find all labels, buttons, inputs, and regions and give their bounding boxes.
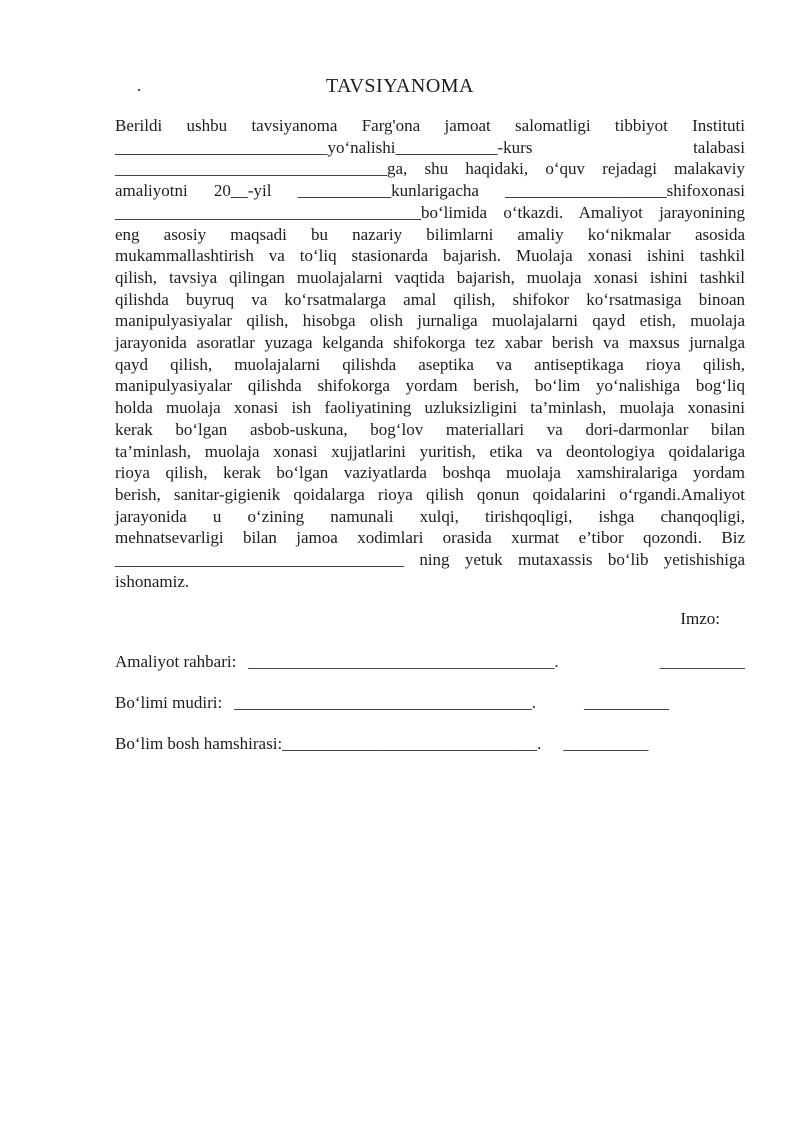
signature-short-blank-line: __________	[583, 693, 669, 713]
title-leading-dot: .	[137, 76, 142, 95]
imzo-label: Imzo:	[680, 609, 720, 629]
body-line: Berildi ushbu tavsiyanoma Farg'ona jamoat salomatligi tibbiyot Instituti	[115, 116, 745, 135]
signature-blank-line: ____________________________________.	[248, 652, 559, 672]
body-line: holda muolaja xonasi ish faoliyatining uzluksizligini ta’minlash, muolaja xonasini	[115, 398, 745, 418]
body-line: manipulyasiyalar qilishda shifokorga yordam berish, boʻlim yoʻnalishiga bogʻliq	[115, 376, 745, 396]
signature-block	[115, 651, 745, 755]
body-line: ________________________________ga, shu haqidaki, oʻquv rejadagi malakaviy	[115, 159, 745, 179]
body-line: berish, sanitar-gigienik qoidalarga rioya qilish qonun qoidalarini oʻrgandi.Amaliyot	[115, 484, 745, 504]
body-line: ishonamiz.	[115, 571, 190, 591]
body-line: mehnatsevarligi bilan jamoa xodimlari orasida xurmat e’tibor qozondi. Biz	[115, 528, 745, 548]
signature-label: Boʻlim bosh hamshirasi:	[115, 734, 283, 754]
signature-row-bolim-bosh-hamshirasi	[115, 733, 745, 755]
body-line: qilishda buyruq va koʻrsatmalarga amal qilish, shifokor koʻrsatmasiga binoan	[115, 289, 745, 309]
body-line: mukammallashtirish va toʻliq stasionarda bajarish. Muolaja xonasi ishini tashkil	[115, 246, 745, 266]
body-line: ____________________________________boʻlimida oʻtkazdi. Amaliyot jarayonining	[115, 202, 745, 222]
document-body	[115, 115, 745, 592]
body-line: qayd qilish, muolajalarni qilishda aseptika va antiseptikaga rioya qilish,	[115, 354, 745, 374]
body-line: qilish, tavsiya qilingan muolajalarni vaqtida bajarish, muolaja xonasi ishini tashkil	[115, 267, 745, 287]
imzo-row	[115, 608, 745, 630]
document-title-row	[0, 74, 800, 98]
body-line: manipulyasiyalar qilish, hisobga olish jurnaliga muolajalarni qayd etish, muolaja	[115, 311, 745, 331]
body-line: jarayonida asoratlar yuzaga kelganda shifokorga tez xabar berish va maxsus jurnalga	[115, 333, 745, 353]
signature-label: Amaliyot rahbari:	[115, 652, 237, 672]
signature-row-bolimi-mudiri	[115, 692, 745, 714]
signature-short-blank-line: __________	[660, 652, 745, 672]
body-line: kerak boʻlgan asbob-uskuna, bogʻlov materiallari va dori-darmonlar bilan	[115, 419, 745, 439]
body-line: ta’minlash, muolaja xonasi xujjatlarini yuritish, etika va deontologiya qoidalariga	[115, 441, 745, 461]
body-line: __________________________________ ning yetuk mutaxassis boʻlib yetishishiga	[115, 550, 745, 570]
signature-short-blank-line: __________	[563, 734, 649, 754]
page-title: TAVSIYANOMA	[326, 75, 474, 97]
signature-label: Boʻlimi mudiri:	[115, 693, 223, 713]
body-line: _________________________yoʻnalishi____________-kurs talabasi	[115, 137, 745, 157]
body-line: jarayonida u oʻzining namunali xulqi, tirishqoqligi, ishga chanqoqligi,	[115, 506, 745, 526]
signature-row-amaliyot-rahbari	[115, 651, 745, 673]
signature-blank-line: ___________________________________.	[234, 693, 536, 713]
body-line: eng asosiy maqsadi bu nazariy bilimlarni amaliy koʻnikmalar asosida	[115, 224, 745, 244]
body-line: amaliyotni 20__-yil ___________kunlarigacha ___________________shifoxonasi	[115, 181, 745, 201]
body-line: rioya qilish, kerak boʻlgan vaziyatlarda boshqa muolaja xamshiralariga yordam	[115, 463, 745, 483]
document-content	[115, 0, 745, 774]
signature-blank-line: ______________________________.	[282, 734, 542, 754]
